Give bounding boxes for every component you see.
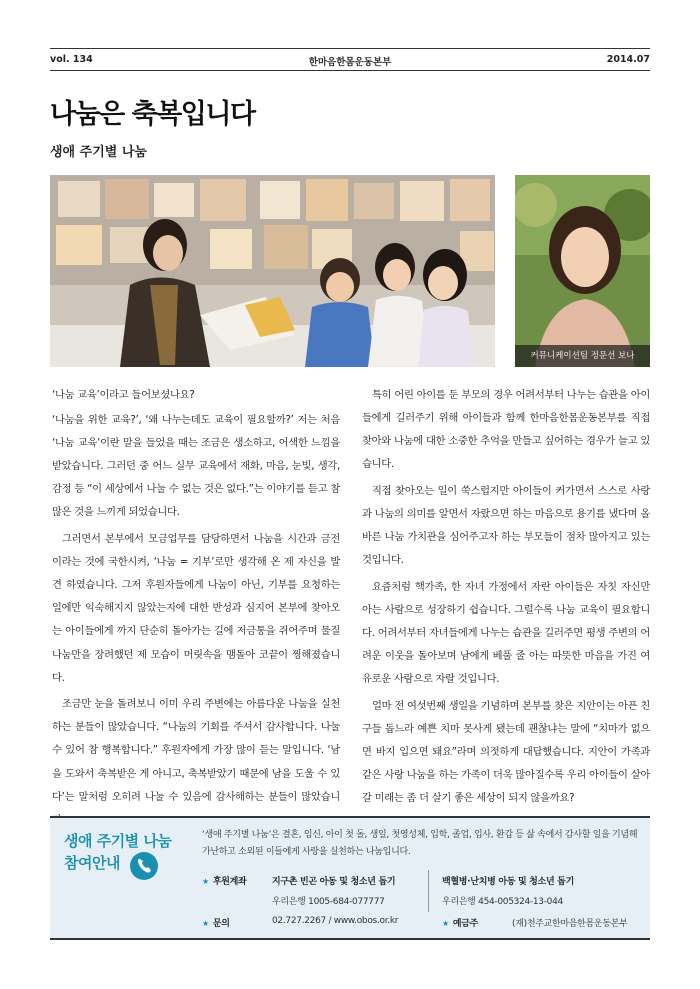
phone-icon [130, 852, 158, 880]
body-column-left [52, 384, 340, 835]
paragraph: 조금만 눈을 돌려보니 이미 우리 주변에는 아름다운 나눔을 실천하는 분들이 많았습니다. “나눔의 기회를 주셔서 감사합니다. 나눌 수 있어 참 행복합니다.” 후원자에게 가장 많이 듣는 말입니다. ‘남을 도와서 축복받은 게 아니고, 축복받았기 때문에 남을 도울 수 있다’는 말처럼 오히려 나눌 수 있음에 감사해하는 분들이 많았습니 [52, 698, 340, 803]
info-title-line2: 참여안내 [64, 854, 120, 872]
paragraph: ‘나눔 교육’이라고 들어보셨나요? [52, 389, 195, 401]
account2-number: 우리은행 454-005324-13-044 [442, 897, 563, 907]
star-icon: ★ [202, 919, 209, 928]
article-title: 나눔은 축복입니다 [50, 99, 255, 130]
volume-number: vol. 134 [50, 54, 93, 65]
photo-caption: 커뮤니케이션팀 정문선 보나 [515, 345, 650, 367]
star-icon: ★ [442, 919, 449, 928]
header [50, 52, 650, 68]
header-top-rule [50, 48, 650, 49]
account2-title: 백혈병·난치병 아동 및 청소년 돕기 [442, 877, 574, 887]
account-label: 후원계좌 [212, 877, 247, 887]
participation-info-box [50, 816, 650, 940]
contact-value[interactable]: 02.727.2267 / www.obos.or.kr [272, 916, 399, 926]
account1-title: 지구촌 빈곤 아동 및 청소년 돕기 [272, 877, 396, 887]
portrait-illustration [515, 175, 650, 367]
paragraph: 직접 찾아오는 일이 쑥스럽지만 아이들이 커가면서 스스로 사랑과 나눔의 의미를 알면서 자랐으면 하는 마음으로 용기를 냈다며 올바른 나눔 가치관을 심어주고자 하는 부모들이 점차 많아지고 있는 것입니다. [362, 484, 650, 567]
depositor-label: 예금주 [452, 919, 479, 929]
paragraph: 얼마 전 여섯번째 생일을 기념하며 본부를 찾은 지안이는 아픈 친구들 돕느라 예쁜 치마 못사게 됐는데 괜찮냐는 말에 “치마가 없으면 바지 입으면 돼요”라며 의젓하게 대답했습니다. 지안이 가족과 같은 사랑 나눔을 하는 가족이 더욱 많아질수록 우리 아이들이 살아갈 미래는 좀 더 살기 좋은 세상이 되지 않을까요? [362, 699, 650, 805]
issue-date: 2014.07 [606, 54, 650, 65]
body-column-right [362, 384, 650, 814]
paragraph: 요즘처럼 핵가족, 한 자녀 가정에서 자란 아이들은 자칫 자신만 아는 사람으로 성장하기 쉽습니다. 그럴수록 나눔 교육이 필요합니다. 어려서부터 자녀들에게 나누는 습관을 길러주면 평생 주변의 어려운 이웃을 돌아보며 남에게 베풀 줄 아는 따뜻한 마음을 가진 여유로운 사람으로 자랄 것입니다. [362, 580, 650, 686]
info-title-line1: 생애 주기별 나눔 [64, 832, 172, 850]
article-subtitle: 생애 주기별 나눔 [50, 145, 147, 160]
vertical-divider [428, 870, 429, 912]
main-photo-illustration [50, 175, 495, 367]
account-label-row [202, 874, 246, 887]
contact-label: 문의 [212, 919, 230, 929]
header-bottom-rule [50, 70, 650, 71]
main-photo [50, 175, 495, 367]
info-description: ‘생애 주기별 나눔’은 결혼, 임신, 아이 첫 돌, 생일, 첫영성체, 입학, 졸업, 입사, 환갑 등 삶 속에서 감사할 일을 기념해 가난하고 소외된 이들에게 사랑을 실천하는 나눔입니다. [202, 830, 638, 857]
account1-number: 우리은행 1005-684-077777 [272, 897, 385, 907]
paragraph: 그러면서 본부에서 모금업무를 담당하면서 나눔을 시간과 금전이라는 것에 국한시켜, ‘나눔 = 기부’로만 생각해 온 제 자신을 발견 하였습니다. 그저 후원자들에게 나눔이 아닌, 기부를 요청하는 일에만 익숙해지지 않았는지에 대한 반성과 심지어 본부에 찾아오는 아이들에게 까지 단순히 돌아가는 길에 저금통을 쥐어주며 물질 나눔만을 장려했던 제 모습이 머릿속을 맴돌아 코끝이 찡해졌습니다. [52, 533, 340, 684]
depositor-label-row [442, 916, 478, 929]
depositor-value: (재)천주교한마음한몸운동본부 [512, 919, 628, 929]
paragraph: ‘나눔을 위한 교육?’, ‘왜 나누는데도 교육이 필요할까?’ 저는 처음 ‘나눔 교육’이란 말을 들었을 때는 조금은 생소하고, 어색한 느낌을 받았습니다. 그러던 중 어느 실무 교육에서 재화, 마음, 눈빛, 생각, 감정 등 “이 세상에서 나눌 수 없는 것은 없다.”는 이야기를 듣고 참 많은 것을 느끼게 되었습니다. [52, 414, 340, 519]
portrait-photo [515, 175, 650, 367]
star-icon: ★ [202, 877, 209, 886]
organization-name: 한마음한몸운동본부 [308, 57, 392, 68]
contact-label-row [202, 916, 230, 929]
paragraph: 특히 어린 아이를 둔 부모의 경우 어려서부터 나누는 습관을 아이들에게 길러주기 위해 아이들과 함께 한마음한몸운동본부를 직접 찾아와 나눔에 대한 소중한 추억을 만들고 싶어하는 경우가 늘고 있습니다. [362, 389, 650, 471]
